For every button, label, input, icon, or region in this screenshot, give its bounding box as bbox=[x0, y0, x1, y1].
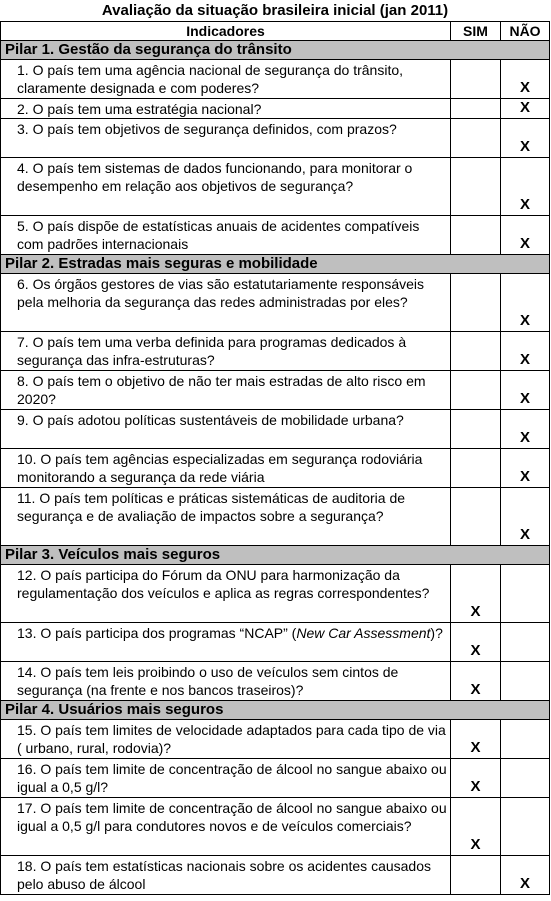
nao-mark: X bbox=[501, 410, 550, 449]
nao-mark bbox=[501, 623, 550, 662]
nao-mark: X bbox=[501, 488, 550, 546]
pillar-row bbox=[1, 701, 550, 720]
sim-mark: X bbox=[451, 565, 501, 623]
indicator-text: 14. O país tem leis proibindo o uso de veículos sem cintos de segurança (na frente e nos bancos traseiros)? bbox=[1, 662, 451, 701]
indicator-row bbox=[1, 759, 550, 798]
nao-mark: X bbox=[501, 371, 550, 410]
sim-mark bbox=[451, 274, 501, 332]
nao-mark: X bbox=[501, 274, 550, 332]
nao-mark: X bbox=[501, 60, 550, 99]
sim-mark bbox=[451, 60, 501, 99]
indicator-text: 8. O país tem o objetivo de não ter mais estradas de alto risco em 2020? bbox=[1, 371, 451, 410]
indicator-text: 2. O país tem uma estratégia nacional? bbox=[1, 99, 451, 119]
indicator-text-italic: New Car Assessment bbox=[296, 625, 431, 641]
sim-mark: X bbox=[451, 662, 501, 701]
nao-mark: X bbox=[501, 449, 550, 488]
nao-mark bbox=[501, 720, 550, 759]
indicator-row bbox=[1, 274, 550, 332]
pillar-label: Pilar 4. Usuários mais seguros bbox=[1, 701, 550, 720]
sim-mark: X bbox=[451, 759, 501, 798]
sim-mark bbox=[451, 216, 501, 255]
indicator-row bbox=[1, 60, 550, 99]
indicator-row bbox=[1, 662, 550, 701]
sim-mark bbox=[451, 449, 501, 488]
sim-mark: X bbox=[451, 720, 501, 759]
indicator-text: 5. O país dispõe de estatísticas anuais de acidentes compatíveis com padrões internacionais bbox=[1, 216, 451, 255]
sim-mark bbox=[451, 488, 501, 546]
nao-mark: X bbox=[501, 158, 550, 216]
indicator-row bbox=[1, 798, 550, 856]
sim-mark bbox=[451, 332, 501, 371]
sim-mark: X bbox=[451, 623, 501, 662]
indicator-text: 11. O país tem políticas e práticas sistemáticas de auditoria de segurança e de avaliação de impactos sobre a segurança? bbox=[1, 488, 451, 546]
nao-mark bbox=[501, 798, 550, 856]
pillar-row bbox=[1, 546, 550, 565]
indicator-text: 16. O país tem limite de concentração de álcool no sangue abaixo ou igual a 0,5 g/l? bbox=[1, 759, 451, 798]
header-indicadores: Indicadores bbox=[1, 22, 451, 41]
pillar-row bbox=[1, 255, 550, 274]
indicator-row bbox=[1, 158, 550, 216]
indicator-row bbox=[1, 410, 550, 449]
nao-mark: X bbox=[501, 216, 550, 255]
pillar-label: Pilar 3. Veículos mais seguros bbox=[1, 546, 550, 565]
indicator-text: 3. O país tem objetivos de segurança definidos, com prazos? bbox=[1, 119, 451, 158]
indicator-text: 17. O país tem limite de concentração de álcool no sangue abaixo ou igual a 0,5 g/l para condutores novos e de veículos comerciais? bbox=[1, 798, 451, 856]
nao-mark: X bbox=[501, 856, 550, 895]
table-title: Avaliação da situação brasileira inicial (jan 2011) bbox=[101, 2, 449, 19]
header-row bbox=[1, 22, 550, 41]
indicator-text-start: 13. O país participa dos programas “NCAP” ( bbox=[17, 625, 297, 641]
pillar-row bbox=[1, 41, 550, 60]
indicator-text: 6. Os órgãos gestores de vias são estatutariamente responsáveis pela melhoria da segurança das redes administradas por eles? bbox=[1, 274, 451, 332]
indicator-row bbox=[1, 449, 550, 488]
header-sim: SIM bbox=[451, 22, 501, 41]
indicator-row bbox=[1, 488, 550, 546]
indicator-row bbox=[1, 99, 550, 119]
indicator-row bbox=[1, 720, 550, 759]
indicator-row bbox=[1, 216, 550, 255]
pillar-label: Pilar 2. Estradas mais seguras e mobilidade bbox=[1, 255, 550, 274]
indicator-row bbox=[1, 371, 550, 410]
nao-mark bbox=[501, 565, 550, 623]
sim-mark bbox=[451, 99, 501, 119]
indicator-row bbox=[1, 332, 550, 371]
indicator-row bbox=[1, 623, 550, 662]
indicator-text: 9. O país adotou políticas sustentáveis de mobilidade urbana? bbox=[1, 410, 451, 449]
sim-mark bbox=[451, 158, 501, 216]
indicator-text: 15. O país tem limites de velocidade adaptados para cada tipo de via ( urbano, rural, rodovia)? bbox=[1, 720, 451, 759]
indicator-text: 10. O país tem agências especializadas em segurança rodoviária monitorando a segurança da rede viária bbox=[1, 449, 451, 488]
indicator-row bbox=[1, 119, 550, 158]
header-nao: NÃO bbox=[501, 22, 550, 41]
indicator-text: 7. O país tem uma verba definida para programas dedicados à segurança das infra-estruturas? bbox=[1, 332, 451, 371]
nao-mark bbox=[501, 759, 550, 798]
indicator-text: 12. O país participa do Fórum da ONU para harmonização da regulamentação dos veículos e aplica as regras correspondentes? bbox=[1, 565, 451, 623]
indicator-text: 4. O país tem sistemas de dados funcionando, para monitorar o desempenho em relação aos objetivos de segurança? bbox=[1, 158, 451, 216]
sim-mark: X bbox=[451, 798, 501, 856]
indicator-text bbox=[1, 623, 451, 662]
indicator-row bbox=[1, 565, 550, 623]
nao-mark: X bbox=[501, 332, 550, 371]
sim-mark bbox=[451, 856, 501, 895]
indicator-text-end: )? bbox=[430, 625, 443, 641]
nao-mark bbox=[501, 662, 550, 701]
title-row bbox=[1, 0, 550, 22]
nao-mark: X bbox=[501, 99, 550, 119]
indicator-text: 18. O país tem estatísticas nacionais sobre os acidentes causados pelo abuso de álcool bbox=[1, 856, 451, 895]
nao-mark: X bbox=[501, 119, 550, 158]
sim-mark bbox=[451, 371, 501, 410]
pillar-label: Pilar 1. Gestão da segurança do trânsito bbox=[1, 41, 550, 60]
sim-mark bbox=[451, 119, 501, 158]
sim-mark bbox=[451, 410, 501, 449]
indicator-row bbox=[1, 856, 550, 895]
indicator-text: 1. O país tem uma agência nacional de segurança do trânsito, claramente designada e com poderes? bbox=[1, 60, 451, 99]
